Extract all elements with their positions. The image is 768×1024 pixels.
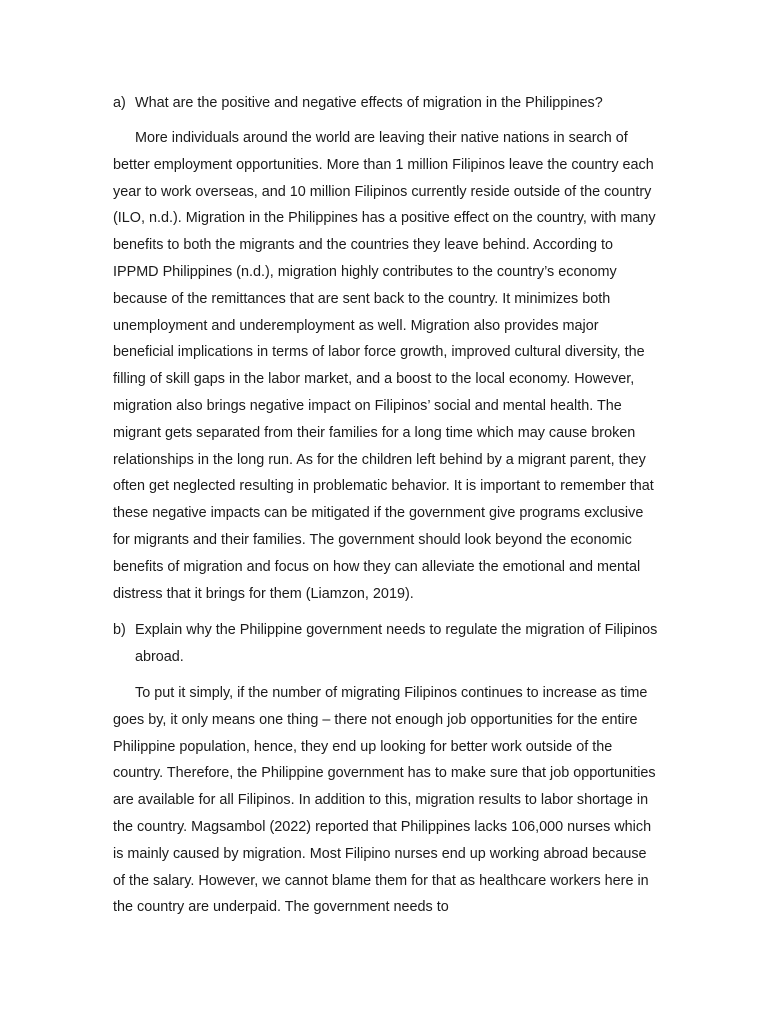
answer-a-paragraph: More individuals around the world are leaving their native nations in search of better employment opportunities. More than 1 million Filipinos leave the country each year to work overseas, and 10 million Filipinos currently reside outside of the country (ILO, n.d.). Migration in the Philippines has a positive effect on the country, with many benefits to both the migrants and the countries they leave behind. According to IPPMD Philippines (n.d.), migration highly contributes to the country’s economy because of the remittances that are sent back to the country. It minimizes both unemployment and underemployment as well. Migration also provides major beneficial implications in terms of labor force growth, improved cultural diversity, the filling of skill gaps in the labor market, and a boost to the local economy. However, migration also brings negative impact on Filipinos’ social and mental health. The migrant gets separated from their families for a long time which may cause broken relationships in the long run. As for the children left behind by a migrant parent, they often get neglected resulting in problematic behavior. It is important to remember that these negative impacts can be mitigated if the government give programs exclusive for migrants and their families. The government should look beyond the economic benefits of migration and focus on how they can alleviate the emotional and mental distress that it brings for them (Liamzon, 2019). (113, 130, 656, 602)
question-b-marker: b) (113, 622, 126, 638)
question-a-text: What are the positive and negative effects of migration in the Philippines? (135, 95, 603, 111)
answer-b-paragraph: To put it simply, if the number of migrating Filipinos continues to increase as time goes by, it only means one thing – there not enough job opportunities for the entire Philippine population, hence, they end up looking for better work outside of the country. Therefore, the Philippine government has to make sure that job opportunities are available for all Filipinos. In addition to this, migration results to labor shortage in the country. Magsambol (2022) reported that Philippines lacks 106,000 nurses which is mainly caused by migration. Most Filipino nurses end up working abroad because of the salary. However, we cannot blame them for that as healthcare workers here in the country are underpaid. The government needs to (113, 685, 656, 916)
question-a (113, 90, 673, 117)
question-b (113, 617, 673, 671)
question-b-text: Explain why the Philippine government needs to regulate the migration of Filipinos abroad. (135, 622, 658, 665)
question-a-marker: a) (113, 95, 126, 111)
